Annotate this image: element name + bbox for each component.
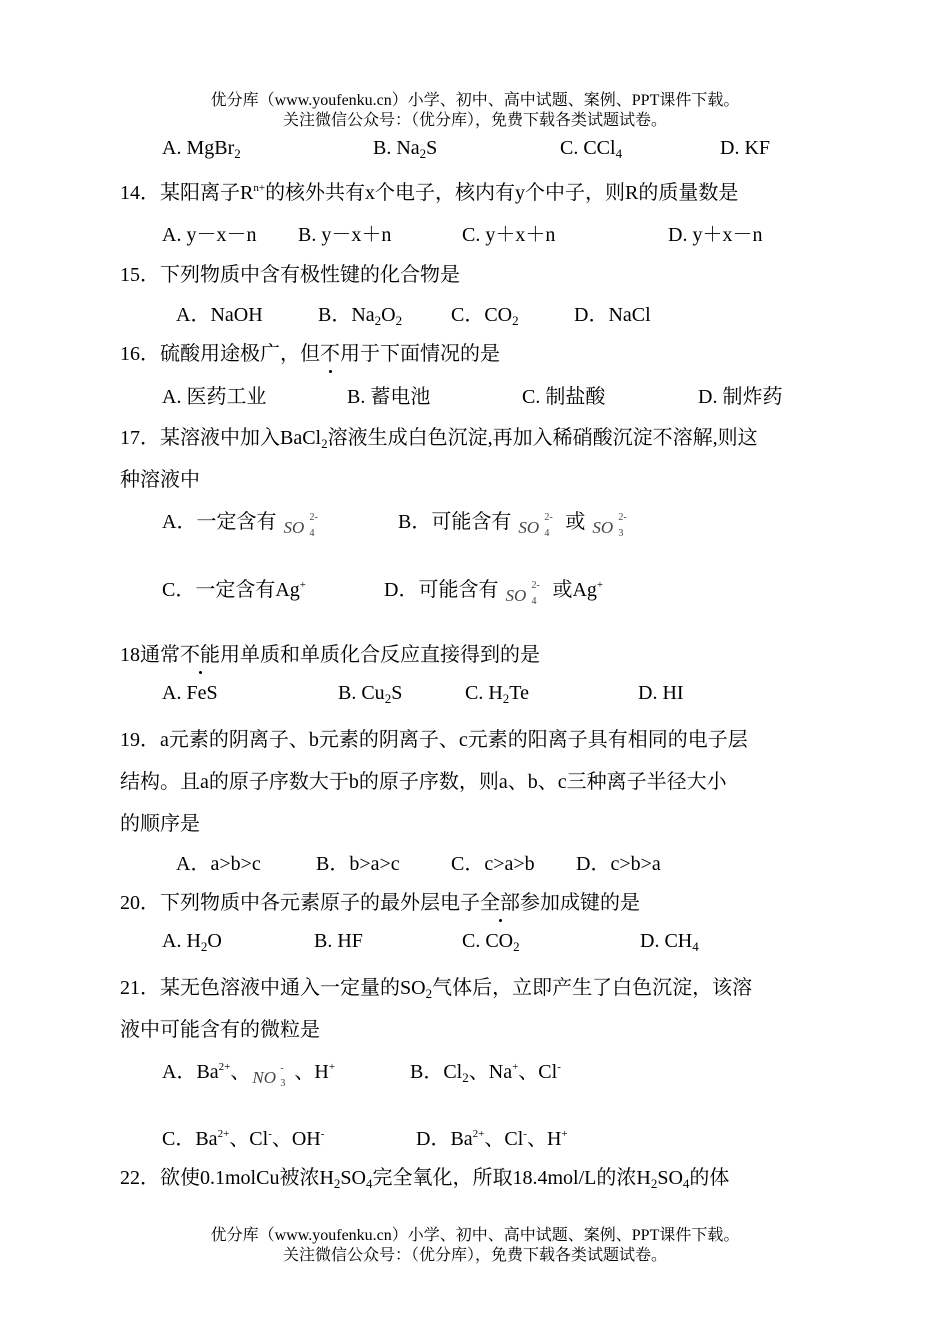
sulfate-ion-formula: SO 4 2-	[518, 512, 553, 539]
q16-option-c: C. 制盐酸	[522, 386, 606, 408]
q19-stem-line2: 结构。且a的原子序数大于b的原子序数，则a、b、c三种离子半径大小	[120, 771, 727, 793]
q14-option-c: C. y＋x＋n	[462, 224, 556, 246]
q19-stem-line1: 19．a元素的阴离子、b元素的阴离子、c元素的阳离子具有相同的电子层	[120, 729, 748, 751]
q19-option-a: A．a>b>c	[176, 853, 261, 875]
q20-option-b: B. HF	[314, 930, 363, 952]
q18-option-d: D. HI	[638, 682, 684, 704]
footer-line-1: 优分库（www.youfenku.cn）小学、初中、高中试题、案例、PPT课件下载。	[210, 1227, 740, 1244]
nitrate-ion-formula: NO 3 -	[252, 1063, 286, 1089]
q17-option-b: B．可能含有 SO 4 2- 或 SO 3 2-	[398, 505, 634, 542]
sulfite-ion-formula: SO 3 2-	[592, 512, 627, 539]
footer-line-2: 关注微信公众号：（优分库），免费下载各类试题试卷。	[282, 1247, 667, 1264]
q15-option-c: C．$CO_2$	[451, 304, 519, 328]
q13-option-a: A. MgBr$_2$	[162, 137, 241, 161]
q13-option-c: C. CCl$_4$	[560, 137, 623, 161]
q21-option-c: C．$Ba^{2+}$、Cl-、OH-	[162, 1128, 325, 1150]
q21-option-a: A．$Ba^{2+}$、 NO 3 - 、H+	[162, 1055, 335, 1092]
q20-option-c: C. $CO_2$	[462, 930, 520, 954]
sulfate-ion-formula: SO 4 2-	[505, 580, 540, 607]
q16-option-d: D. 制炸药	[698, 386, 783, 408]
header-line-1: 优分库（www.youfenku.cn）小学、初中、高中试题、案例、PPT课件下载。	[210, 92, 740, 109]
q14-option-a: A. y－x－n	[162, 224, 257, 246]
q21-option-b: B．$Cl_2$、Na+、Cl-	[410, 1061, 561, 1085]
q13-option-b: B. $Na_2S$	[373, 137, 438, 161]
q18-option-b: B. $Cu_2S$	[338, 682, 403, 706]
q22-stem: 22．欲使0.1molCu被浓$H_2SO_4$完全氧化，所取18.4mol/L的浓$H_2SO_4$的体	[120, 1167, 730, 1191]
q15-stem: 15．下列物质中含有极性键的化合物是	[120, 264, 460, 286]
q13-option-d: D. KF	[720, 137, 771, 159]
q21-stem-line2: 液中可能含有的微粒是	[120, 1019, 320, 1041]
q18-option-c: C. $H_2Te$	[465, 682, 529, 706]
q15-option-a: A．NaOH	[176, 304, 263, 326]
q17-option-a: A．一定含有 SO 4 2-	[162, 505, 325, 542]
q17-option-c: C．一定含有Ag+	[162, 579, 307, 601]
q14-option-b: B. y－x＋n	[298, 224, 392, 246]
q15-option-d: D．NaCl	[574, 304, 651, 326]
q19-option-b: B．b>a>c	[316, 853, 400, 875]
q17-option-d: D．可能含有 SO 4 2- 或Ag+	[384, 573, 603, 610]
q15-option-b: B．$Na_2O_2$	[318, 304, 403, 328]
q16-option-b: B. 蓄电池	[347, 386, 431, 408]
q20-option-a: A. $H_2O$	[162, 930, 222, 954]
q19-option-c: C．c>a>b	[451, 853, 535, 875]
q17-stem-line2: 种溶液中	[120, 469, 200, 491]
q14-stem: 14．某阳离子$R^{n+}$的核外共有x个电子，核内有y个中子，则R的质量数是	[120, 182, 739, 204]
q14-option-d: D. y＋x－n	[668, 224, 763, 246]
sulfate-ion-formula: SO 4 2-	[283, 512, 318, 539]
q19-stem-line3: 的顺序是	[120, 813, 200, 835]
q20-stem: 20．下列物质中各元素原子的最外层电子全部参加成键的是	[120, 892, 640, 914]
q21-option-d: D．$Ba^{2+}$、Cl-、H+	[416, 1128, 568, 1150]
header-line-2: 关注微信公众号：（优分库），免费下载各类试题试卷。	[282, 112, 667, 129]
q16-option-a: A. 医药工业	[162, 386, 267, 408]
q17-stem-line1: 17．某溶液中加入BaCl$_2$溶液生成白色沉淀,再加入稀硝酸沉淀不溶解,则这	[120, 427, 758, 451]
q18-option-a: A. FeS	[162, 682, 218, 704]
q18-stem: 18通常不能用单质和单质化合反应直接得到的是	[120, 644, 540, 666]
q19-option-d: D．c>b>a	[576, 853, 661, 875]
q21-stem-line1: 21．某无色溶液中通入一定量的$SO_2$气体后，立即产生了白色沉淀，该溶	[120, 977, 753, 1001]
q16-stem: 16．硫酸用途极广，但不用于下面情况的是	[120, 343, 500, 365]
q20-option-d: D. $CH_4$	[640, 930, 699, 954]
